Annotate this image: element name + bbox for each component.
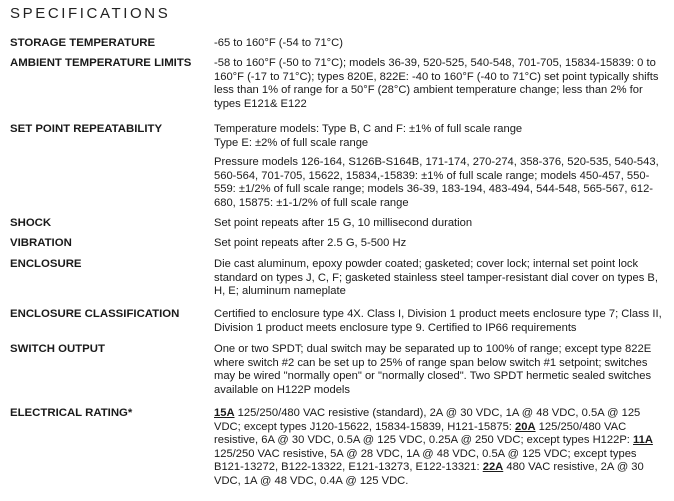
spec-paragraph: One or two SPDT; dual switch may be separated up to 100% of range; except type 822E where switch #2 can be set up to 25% of range span below switch #1 setpoint; switches may be wired "normally open" or "normally closed". Two SPDT hermetic sealed switches available on H122P models [214, 343, 652, 396]
spec-paragraph: -58 to 160°F (-50 to 71°C); models 36-39, 520-525, 540-548, 701-705, 15834-15839: 0 to 160°F (-17 to 71°C); types 820E, 822E: -40 to 160°F (-40 to 71°C) set point typically shifts less than 1% of range for a 50°F (28°C) ambient temperature change; less than 2% for types E121& E122 [214, 57, 659, 110]
spec-value [214, 217, 666, 231]
spec-paragraph: Pressure models 126-164, S126B-S164B, 171-174, 270-274, 358-376, 520-535, 540-543, 560-564, 701-705, 15622, 15834,-15839: ±1% of full scale range; models 450-457, 550-559: ±1/2% of full scale range; models 36-39, 183-194, 483-494, 544-548, 565-567, 612-680, 15875: ±1-1/2% of full scale range [214, 156, 659, 209]
rating-text: 125/250/480 VAC resistive (standard), 2A @ 30 VDC, 1A @ 48 VDC, 0.5A @ 125 VDC; except types J120-15622, 15834-15839, H121-15875: [214, 407, 641, 433]
spec-value [214, 407, 666, 489]
spec-value [214, 123, 666, 211]
spec-label: STORAGE TEMPERATURE [10, 37, 156, 49]
spec-value [214, 57, 666, 111]
spec-paragraph: Type E: ±2% of full scale range [214, 136, 369, 149]
spec-label: ENCLOSURE [10, 258, 82, 270]
spec-label: VIBRATION [10, 237, 72, 249]
spec-paragraph [214, 407, 666, 489]
rating-amps: 15A [214, 407, 235, 419]
spec-label: SWITCH OUTPUT [10, 343, 105, 355]
rating-text: 125/250 VAC resistive, 5A @ 28 VDC, 1A @ 48 VDC, 0.5A @ 125 VDC; except types B121-13272, B122-13322, E121-13273, E122-13321: [214, 447, 637, 474]
spec-paragraph: Die cast aluminum, epoxy powder coated; gasketed; cover lock; internal set point lock standard on types J, C, F; gasketed stainless steel tamper-resistant dial cover on types B, H, E; aluminum nameplate [214, 258, 658, 298]
spec-value [214, 343, 666, 397]
spec-value [214, 37, 666, 51]
spec-label: AMBIENT TEMPERATURE LIMITS [10, 57, 192, 69]
spec-value [214, 237, 666, 251]
rating-amps: 20A [515, 420, 536, 433]
rating-amps: 11A [633, 434, 653, 447]
spec-paragraph: -65 to 160°F (-54 to 71°C) [214, 37, 343, 49]
spec-value [214, 308, 666, 335]
page-title: SPECIFICATIONS [10, 5, 171, 22]
rating-text: 480 VAC resistive, 2A @ 30 VDC, 1A @ 48 VDC, 0.4A @ 125 VDC. [214, 461, 644, 487]
spec-label: ELECTRICAL RATING* [10, 407, 133, 419]
spec-label: SET POINT REPEATABILITY [10, 123, 163, 135]
rating-text: 125/250/480 VAC resistive, 6A @ 30 VDC, 0.5A @ 125 VDC, 0.25A @ 250 VDC; except types H122P: [214, 420, 633, 447]
spec-label: ENCLOSURE CLASSIFICATION [10, 308, 180, 320]
spec-label: SHOCK [10, 217, 52, 229]
spec-paragraph: Certified to enclosure type 4X. Class I, Division 1 product meets enclosure type 7; Class II, Division 1 product meets enclosure type 9. Certified to IP66 requirements [214, 308, 662, 334]
spec-paragraph: Set point repeats after 2.5 G, 5-500 Hz [214, 237, 407, 249]
rating-amps: 22A [482, 461, 504, 474]
spec-paragraph: Temperature models: Type B, C and F: ±1% of full scale range [214, 123, 523, 135]
spec-paragraph: Set point repeats after 15 G, 10 millisecond duration [214, 217, 473, 229]
spec-value [214, 258, 666, 299]
